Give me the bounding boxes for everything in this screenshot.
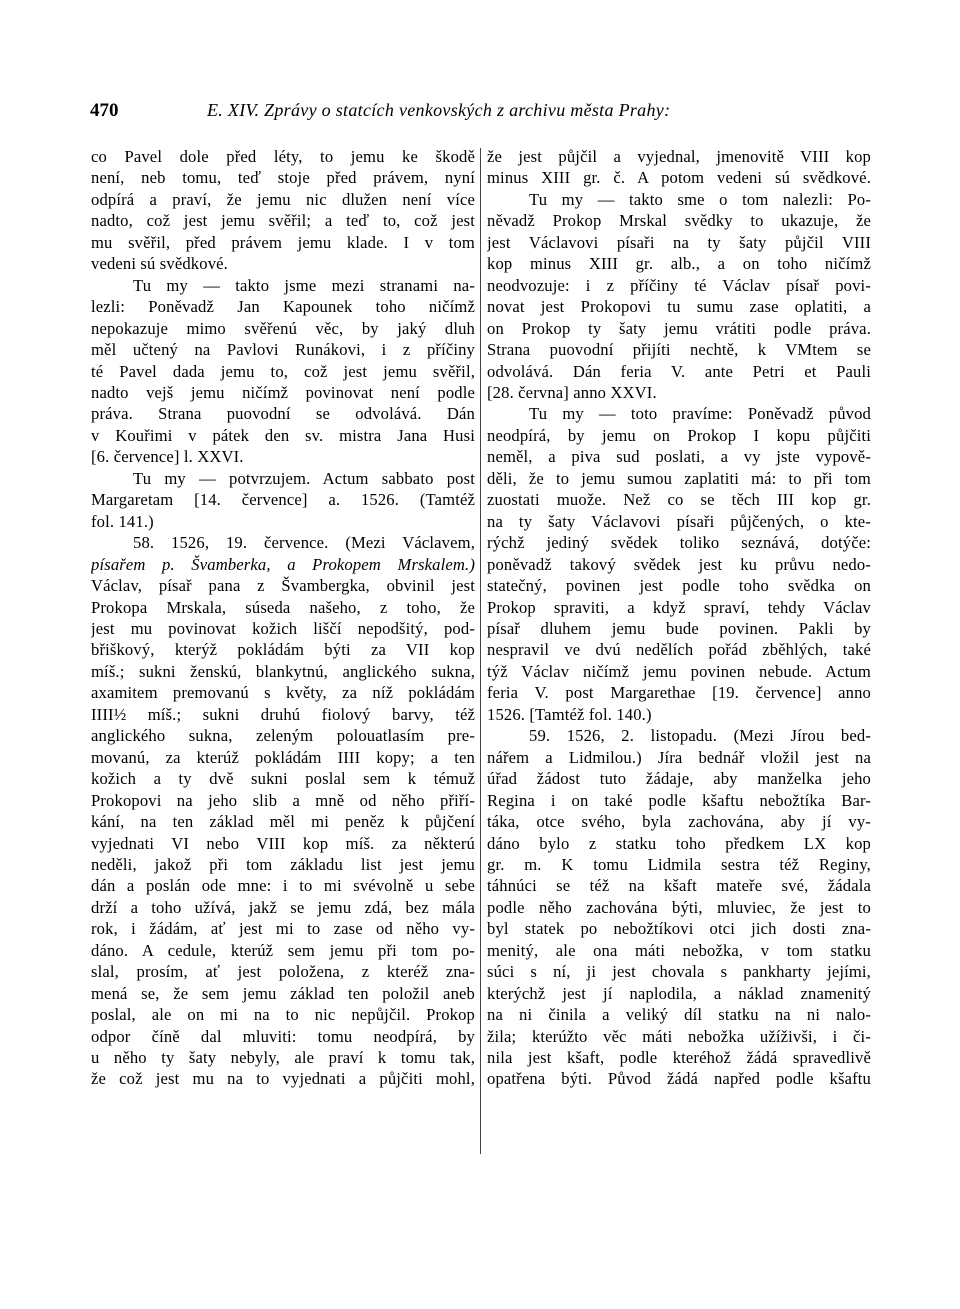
text-line: nila jest kšaft, podle kteréhož žádá spravedlivě <box>487 1048 871 1068</box>
page-header <box>90 100 870 130</box>
text-line: menitý, ale ona máti nebožka, v tom statku <box>487 940 871 960</box>
text-line: vyjednati VI nebo VIII kop míš. za některú <box>91 833 475 853</box>
text-line: movanú, za kterúž pokládám IIII kopy; a ten <box>91 747 475 767</box>
text-line: že což jest mu na to vyjednati a půjčiti mohl, <box>91 1069 475 1089</box>
text-line: týž Václav ničímž jemu povinen nebude. Actum <box>487 661 871 681</box>
text-line: 58. 1526, 19. července. (Mezi Václavem, <box>133 533 475 553</box>
text-line: odpor číně dal mluviti: tomu neodpírá, by <box>91 1026 475 1046</box>
text-line: fol. 141.) <box>91 511 154 531</box>
text-line: anglického sukna, zeleným polouatlasím pre- <box>91 726 475 746</box>
text-line: Tu my — takto jsme mezi stranami na- <box>133 275 475 295</box>
text-line: opatřena býti. Původ žádá napřed podle kšaftu <box>487 1069 871 1089</box>
text-line: na ni činila a veliký díl statku na ni nalo- <box>487 1005 871 1025</box>
text-line: novat jest Prokopovi tu sumu zase oplatiti, a <box>487 297 871 317</box>
text-line: nespravil ve dvú nedělích pořád zběhlých, také <box>487 640 871 660</box>
text-line: lezli: Poněvadž Jan Kapounek toho ničímž <box>91 297 475 317</box>
text-line: úřad žádost tuto žádaje, aby manželka jeho <box>487 769 871 789</box>
text-line: dáno. A cedule, kterúž sem jemu při tom po- <box>91 940 475 960</box>
text-line: měl učtený na Pavlovi Runákovi, i z příčiny <box>91 340 475 360</box>
left-text-column <box>91 146 475 1090</box>
text-line: jest Václavovi písaři na ty šaty půjčil VIII <box>487 232 871 252</box>
text-line: míš.; sukni ženskú, blankytnú, anglického sukna, <box>91 661 475 681</box>
text-line: kterýchž jest jí naplodila, a náklad znamenitý <box>487 983 871 1003</box>
text-line: u něho ty šaty nebyly, ale praví k tomu tak, <box>91 1048 475 1068</box>
text-line: nadto vejš jemu ničímž povinovat není podle <box>91 382 475 402</box>
text-line: IIII½ míš.; sukni druhú fiolový barvy, též <box>91 704 475 724</box>
text-line: neděli, jakož při tom základu list jest jemu <box>91 854 475 874</box>
text-line: gr. m. K tomu Lidmila sestra též Reginy, <box>487 854 871 874</box>
text-line: podle něho zachována býti, mluviec, že jest to <box>487 897 871 917</box>
text-line: žila; kterúžto věc máti nebožka užíživši, i či- <box>487 1026 871 1046</box>
text-line: poněvadž takový svědek jest ku průvu nedo- <box>487 554 871 574</box>
text-line: [28. června] anno XXVI. <box>487 382 657 402</box>
text-line: co Pavel dole před léty, to jemu ke škodě <box>91 147 475 166</box>
text-line: že jest půjčil a vyjednal, jmenovitě VIII kop <box>487 147 871 166</box>
text-line: byl statek po nebožtíkovi otci jich dosti zna- <box>487 919 871 939</box>
text-line: nářem a Lidmilou.) Jíra bednář vložil jest na <box>487 747 871 767</box>
text-line: Prokopa Mrskala, súseda našeho, z toho, že <box>91 597 475 617</box>
text-line: břiškový, kterýž pokládám býti za VII kop <box>91 640 475 660</box>
text-line: zuostati muože. Než co se těch III kop gr. <box>487 490 871 510</box>
page-number: 470 <box>90 100 119 121</box>
text-line: súci s ní, ji jest chovala s pankharty jejími, <box>487 962 871 982</box>
text-line: rok, i žádám, ať jest mi to zase od něho vy- <box>91 919 475 939</box>
text-line: práva. Strana puovodní se odvolává. Dán <box>91 404 475 424</box>
column-divider <box>480 148 481 1154</box>
text-line: poslal, ale on mi na to nic nepůjčil. Prokop <box>91 1005 475 1025</box>
text-line: táhnúci se též na kšaft mateře své, žádala <box>487 876 871 896</box>
text-line: statečný, povinen jest podle toho svědka on <box>487 576 871 596</box>
text-line: Václav, písař pana z Švambergka, obvinil jest <box>91 576 475 596</box>
text-line: drží a toho užívá, jakž se jemu zdá, bez mála <box>91 897 475 917</box>
text-line: nepokazuje mimo svěřenú věc, by jaký dluh <box>91 318 475 338</box>
text-line: Tu my — toto pravíme: Poněvadž původ <box>529 404 871 424</box>
text-line: Regina i on také podle kšaftu nebožtíka Bar- <box>487 790 871 810</box>
text-line: Tu my — potvrzujem. Actum sabbato post <box>133 468 475 488</box>
text-line: nadto, což jest jemu svěřil; a teď to, což jest <box>91 211 475 231</box>
text-line: té Pavel dada jemu to, což jest jemu svěřil, <box>91 361 475 381</box>
text-line: jest mu povinovat kožich liščí nepodšitý, pod- <box>91 618 475 638</box>
text-line: na ty šaty Václavovi písaři půjčených, o kte- <box>487 511 871 531</box>
text-line: mu svěřil, před právem jemu klade. I v tom <box>91 232 475 252</box>
right-text-column <box>487 146 871 1090</box>
text-line: 59. 1526, 2. listopadu. (Mezi Jírou bed- <box>529 726 871 746</box>
text-line: Tu my — takto sme o tom nalezli: Po- <box>529 189 871 209</box>
text-line: kání, na ten základ měl mi peněz k půjčení <box>91 812 475 832</box>
text-line: kop minus XIII gr. alb., a on toho ničímž <box>487 254 871 274</box>
text-line: písař dluhem jemu bude povinen. Pakli by <box>487 618 871 638</box>
text-line: v Kouřimi v pátek den sv. mistra Jana Husi <box>91 425 475 445</box>
text-line: dán a poslán ode mne: i to mi svévolně u sebe <box>91 876 475 896</box>
text-line: neodvozuje: i z příčiny té Václav písař povi- <box>487 275 871 295</box>
text-line: kožich a ty dvě sukni poslal sem k témuž <box>91 769 475 789</box>
text-line: Prokop spraviti, a když spraví, tehdy Václav <box>487 597 871 617</box>
text-line: minus XIII gr. č. A potom vedeni sú svědkové. <box>487 168 871 188</box>
text-line: axamitem premovanú s květy, za níž pokládám <box>91 683 475 703</box>
text-line: dáno bylo z statku toho předkem LX kop <box>487 833 871 853</box>
text-line: písařem p. Švamberka, a Prokopem Mrskalem.) <box>91 554 475 574</box>
text-line: on Prokop ty šaty jemu vrátiti podle práva. <box>487 318 871 338</box>
text-line: není, neb tomu, teď stoje před právem, nyní <box>91 168 475 188</box>
text-line: odvolává. Dán feria V. ante Petri et Pauli <box>487 361 871 381</box>
text-line: [6. července] l. XXVI. <box>91 447 244 467</box>
text-line: něvadž Prokop Mrskal svědky to ukazuje, že <box>487 211 871 231</box>
text-line: táka, otce svého, byla zachována, aby jí vy- <box>487 812 871 832</box>
text-line: Margaretam [14. července] a. 1526. (Tamtéž <box>91 490 475 510</box>
text-line: neodpírá, by jemu on Prokop I kopu půjčiti <box>487 425 871 445</box>
text-line: neměl, a piva sud poslati, a vy jste vypově- <box>487 447 871 467</box>
text-line: feria V. post Margarethae [19. července] anno <box>487 683 871 703</box>
text-line: Prokopovi na jeho slib a mně od něho přiří- <box>91 790 475 810</box>
text-line: Strana puovodní přijíti nechtě, k VMtem se <box>487 340 871 360</box>
running-head: E. XIV. Zprávy o statcích venkovských z archivu města Prahy: <box>207 100 671 120</box>
text-line: mená se, že sem jemu základ ten položil aneb <box>91 983 475 1003</box>
text-line: rýchž jediný svědek toliko seznává, dotýče: <box>487 533 871 553</box>
text-line: 1526. [Tamtéž fol. 140.) <box>487 704 652 724</box>
text-line: děli, že to jemu sumou zaplatiti má: to při tom <box>487 468 871 488</box>
text-line: odpírá a praví, že jemu nic dlužen není více <box>91 189 475 209</box>
text-line: slal, prosím, ať jest položena, z kteréž zna- <box>91 962 475 982</box>
text-line: vedeni sú svědkové. <box>91 254 228 274</box>
